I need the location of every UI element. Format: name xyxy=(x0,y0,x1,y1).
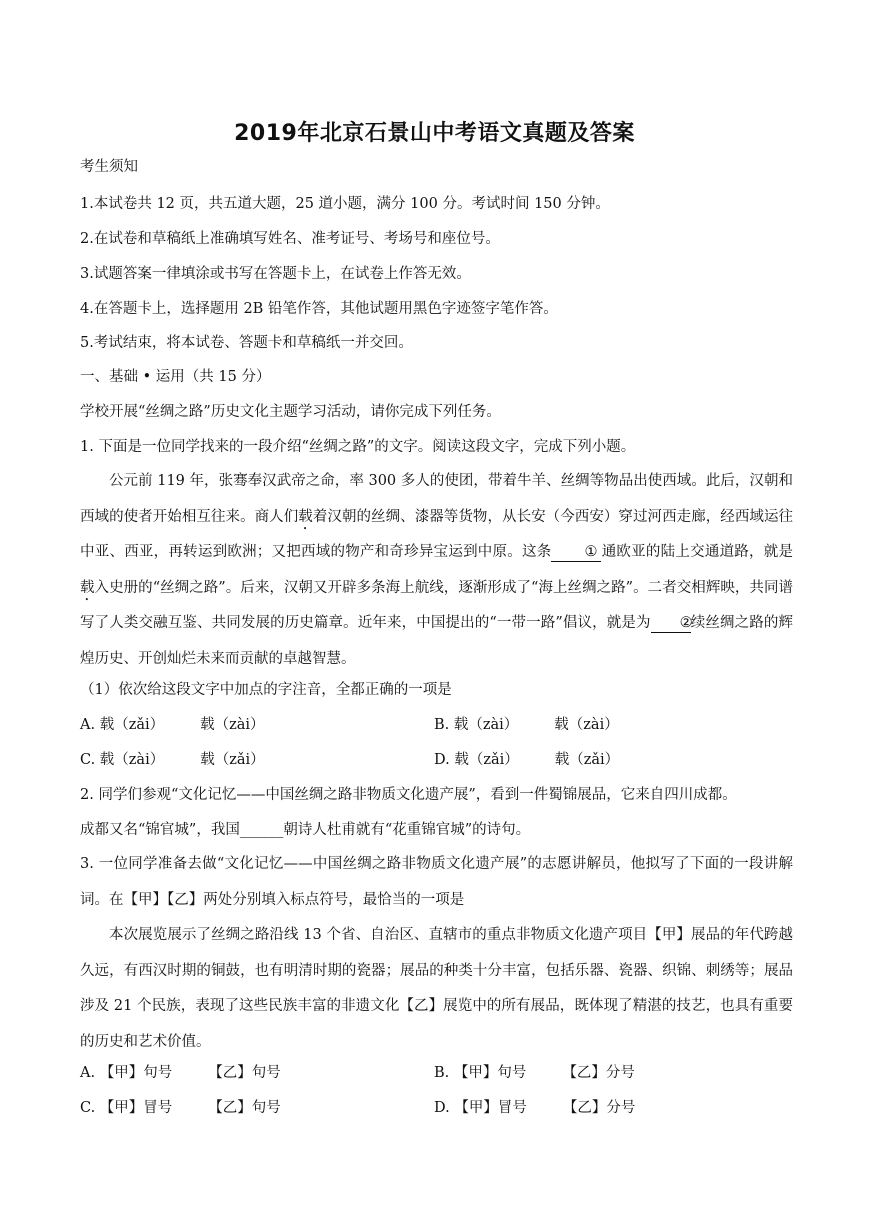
option-label: D. xyxy=(434,1100,450,1116)
option-label: A. xyxy=(80,1065,96,1081)
option-b xyxy=(434,715,619,735)
question-1-sub-1: （1）依次给这段文字中加点的字注音，全都正确的一项是 xyxy=(80,682,452,698)
option-c xyxy=(80,750,265,770)
option-part: 载（zǎi） xyxy=(454,752,519,768)
option-part: 载（zǎi） xyxy=(200,752,265,768)
option-label: D. xyxy=(434,752,450,768)
question-2-line-1: 2. 同学们参观“文化记忆——中国丝绸之路非物质文化遗产展”，看到一件蜀锦展品，它来自四川成都。 xyxy=(80,787,737,803)
option-b xyxy=(434,1063,635,1083)
option-part: 【乙】句号 xyxy=(208,1065,281,1081)
option-label: B. xyxy=(434,717,450,733)
passage-text: 公元前 119 年，张骞奉汉武帝之命，率 300 多人的使团，带着牛羊、丝绸等物品出使西域。此后，汉朝和西域的使者开始相互往来。商人们 xyxy=(80,473,793,525)
passage-text: 通欧亚的陆上交通道路，就是 xyxy=(601,544,794,560)
passage-text: 续丝绸之路的辉煌历史、开创灿烂未来而贡献的卓越智慧。 xyxy=(80,615,794,667)
option-part: 载（zài） xyxy=(453,717,519,733)
option-label: C. xyxy=(80,1100,96,1116)
question-3-passage: 本次展览展示了丝绸之路沿线 13 个省、自治区、直辖市的重点非物质文化遗产项目【甲】展品的年代跨越久远，有西汉时期的铜鼓，也有明清时期的瓷器；展品的种类十分丰富，包括乐器、瓷器、织锦、刺绣等；展品涉及 21 个民族，表现了这些民族丰富的非遗文化【乙】展览中的所有展品，既体现了精湛的技艺，也具有重要的历史和艺术价值。 xyxy=(80,927,793,1050)
option-a xyxy=(80,1063,281,1083)
option-part: 【乙】分号 xyxy=(562,1065,635,1081)
option-a xyxy=(80,715,265,735)
option-label: B. xyxy=(434,1065,450,1081)
option-part: 载（zǎi） xyxy=(554,752,620,768)
option-part: 【甲】冒号 xyxy=(454,1100,527,1116)
section-intro: 学校开展“丝绸之路”历史文化主题学习活动，请你完成下列任务。 xyxy=(80,404,501,420)
dotted-character: 载 xyxy=(298,508,313,525)
option-part: 载（zài） xyxy=(554,717,619,733)
option-d xyxy=(434,750,619,770)
option-label: C. xyxy=(80,752,96,768)
passage-text: 着汉朝的丝绸、漆器等货物，从长安（今西安）穿过河西走廊，经西域运往中亚、西亚，再转运到欧洲；又把西域的物产和奇珍异宝运到中原。这条 xyxy=(80,508,794,560)
fill-blank-1: ① xyxy=(551,543,601,562)
option-c xyxy=(80,1098,281,1118)
option-part: 【甲】句号 xyxy=(453,1065,527,1081)
question-1-stem: 1. 下面是一位同学找来的一段介绍“丝绸之路”的文字。阅读这段文字，完成下列小题。 xyxy=(80,439,636,455)
dotted-character: 载 xyxy=(80,579,95,596)
section-heading: 一、基础 • 运用（共 15 分） xyxy=(80,369,271,385)
option-part: 【乙】句号 xyxy=(208,1100,281,1116)
option-label: A. xyxy=(80,717,96,733)
fill-blank-2: ② xyxy=(651,614,691,633)
option-part: 载（zài） xyxy=(99,752,165,768)
question-1-passage xyxy=(80,464,793,677)
option-part: 【甲】冒号 xyxy=(99,1100,173,1116)
notice-item-1: 1.本试卷共 12 页，共五道大题，25 道小题，满分 100 分。考试时间 150 分钟。 xyxy=(80,196,610,212)
notice-item-5: 5.考试结束，将本试卷、答题卡和草稿纸一并交回。 xyxy=(80,335,413,351)
option-d xyxy=(434,1098,635,1118)
passage-text: 入史册的“丝绸之路”。后来，汉朝又开辟多条海上航线，逐渐形成了“海上丝绸之路”。二者交相辉映，共同谱写了人类交融互鉴、共同发展的历史篇章。近年来，中国提出的“一带一路”倡议，就是为 xyxy=(80,579,794,631)
option-part: 载（zài） xyxy=(200,717,265,733)
notice-item-3: 3.试题答案一律填涂或书写在答题卡上，在试卷上作答无效。 xyxy=(80,266,471,282)
notice-heading: 考生须知 xyxy=(80,159,138,175)
page-title: 2019年北京石景山中考语文真题及答案 xyxy=(234,121,635,146)
option-part: 【甲】句号 xyxy=(99,1065,173,1081)
question-2-line-2: 成都又名“锦官城”，我国______朝诗人杜甫就有“花重锦官城”的诗句。 xyxy=(80,822,531,838)
notice-item-4: 4.在答题卡上，选择题用 2B 铅笔作答，其他试题用黑色字迹签字笔作答。 xyxy=(80,301,558,317)
notice-item-2: 2.在试卷和草稿纸上准确填写姓名、准考证号、考场号和座位号。 xyxy=(80,231,500,247)
option-part: 【乙】分号 xyxy=(562,1100,636,1116)
question-3-stem: 3. 一位同学准备去做“文化记忆——中国丝绸之路非物质文化遗产展”的志愿讲解员，他拟写了下面的一段讲解词。在【甲】【乙】两处分别填入标点符号，最恰当的一项是 xyxy=(80,856,793,908)
option-part: 载（zǎi） xyxy=(99,717,165,733)
